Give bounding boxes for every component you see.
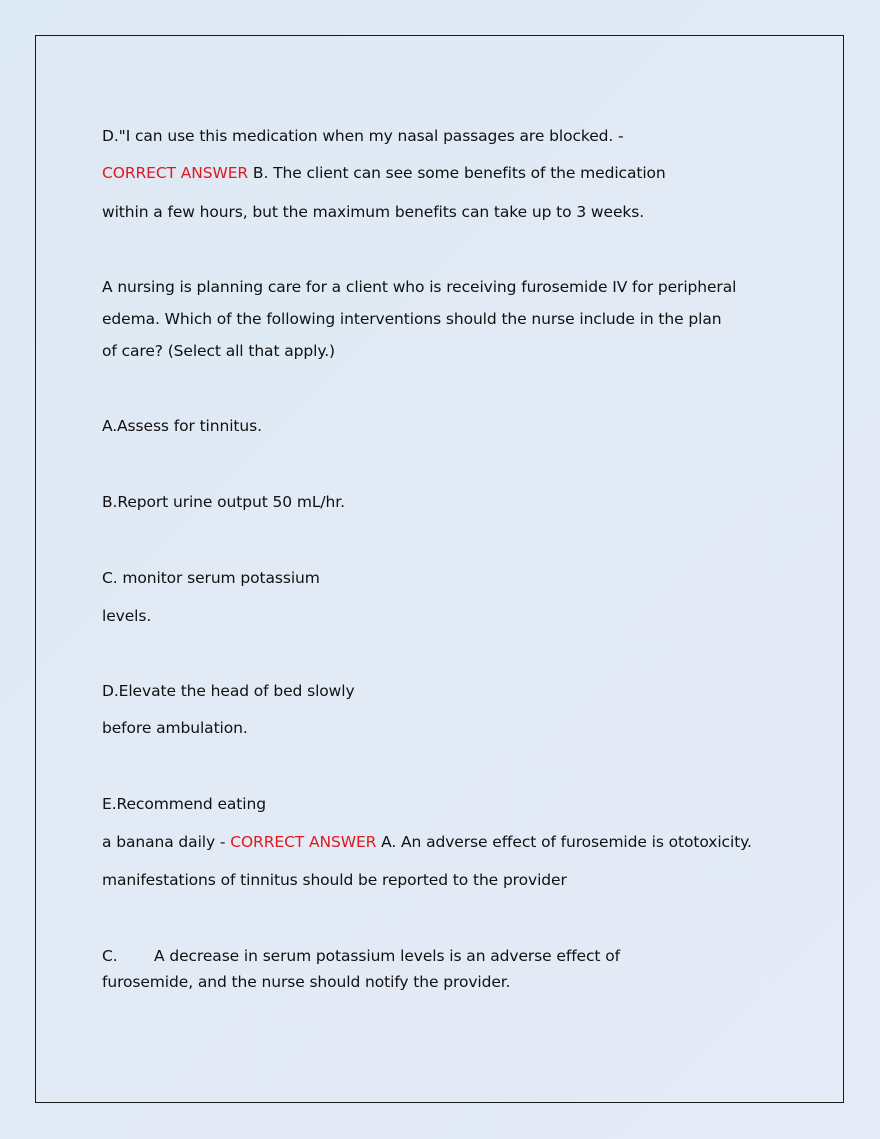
correct-answer-label: CORRECT ANSWER	[102, 164, 249, 182]
correct-answer-label-2: CORRECT ANSWER	[230, 833, 377, 851]
option-a: A.Assess for tinnitus.	[102, 417, 262, 435]
option-e-text: a banana daily -	[102, 833, 231, 851]
option-e-line-2	[102, 832, 752, 852]
option-e-line-1: E.Recommend eating	[102, 795, 266, 813]
answer-line-2: within a few hours, but the maximum benefits can take up to 3 weeks.	[102, 203, 645, 221]
option-c-line-2: levels.	[102, 607, 152, 625]
question-line-3: of care? (Select all that apply.)	[102, 342, 335, 360]
option-d-line-1: D.Elevate the head of bed slowly	[102, 682, 355, 700]
answer-text: B. The client can see some benefits of the medication	[248, 164, 666, 182]
explanation-line-1: manifestations of tinnitus should be reported to the provider	[102, 871, 567, 889]
option-d-previous: D."I can use this medication when my nasal passages are blocked. -	[102, 127, 624, 145]
explanation-c-line-1	[102, 946, 620, 966]
answer-line-1	[102, 163, 666, 183]
option-c-line-1: C. monitor serum potassium	[102, 569, 320, 587]
question-line-1: A nursing is planning care for a client who is receiving furosemide IV for peripheral	[102, 278, 737, 296]
option-b: B.Report urine output 50 mL/hr.	[102, 493, 345, 511]
explanation-c-line-2: furosemide, and the nurse should notify the provider.	[102, 973, 511, 991]
explanation-c-text: A decrease in serum potassium levels is an adverse effect of	[154, 947, 620, 965]
explanation-a: A. An adverse effect of furosemide is ototoxicity.	[376, 833, 752, 851]
explanation-c-label: C.	[102, 947, 118, 965]
question-line-2: edema. Which of the following interventions should the nurse include in the plan	[102, 310, 722, 328]
option-d-line-2: before ambulation.	[102, 719, 248, 737]
